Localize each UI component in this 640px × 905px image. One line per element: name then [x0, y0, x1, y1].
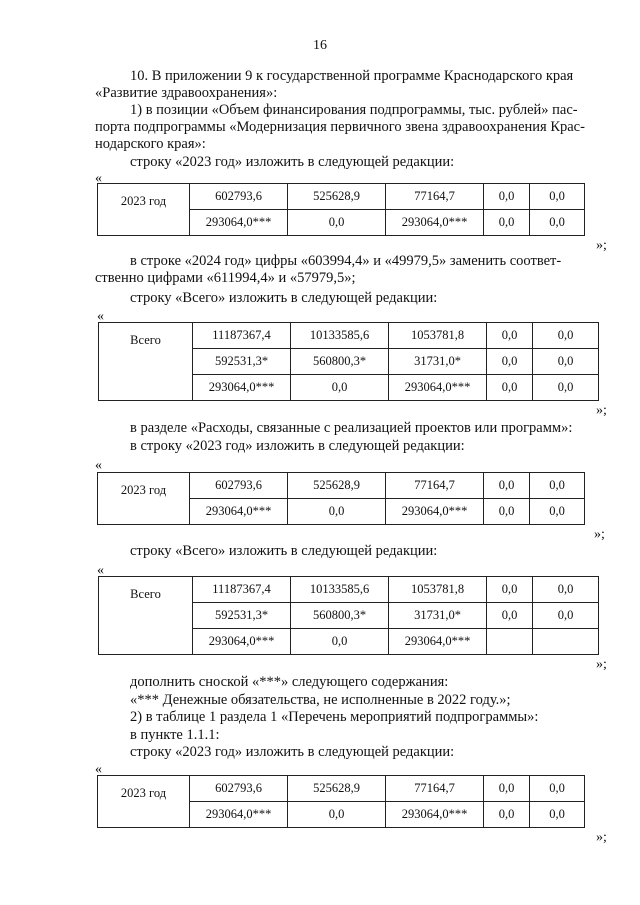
table-cell: 0,0	[487, 349, 533, 375]
table-cell: 293064,0***	[193, 629, 291, 655]
table-cell: 602793,6	[190, 473, 288, 499]
close-quote: »;	[594, 527, 605, 542]
table-cell: 1053781,8	[389, 323, 487, 349]
table-cell: 77164,7	[386, 776, 484, 802]
paragraph-text: нодарского края»:	[95, 136, 206, 152]
table-cell	[533, 629, 599, 655]
close-quote: »;	[596, 830, 607, 845]
table-cell: 0,0	[291, 375, 389, 401]
table-cell: 0,0	[487, 323, 533, 349]
table-cell: 0,0	[530, 802, 585, 828]
table-cell: 0,0	[484, 210, 530, 236]
table-cell: 0,0	[484, 499, 530, 525]
open-quote: «	[97, 563, 104, 578]
table-cell: 293064,0***	[386, 499, 484, 525]
table-cell: 0,0	[484, 184, 530, 210]
row-label: 2023 год	[98, 776, 190, 828]
table-row	[98, 184, 585, 210]
table-cell: 525628,9	[288, 776, 386, 802]
table-row	[99, 323, 599, 349]
paragraph-text: «*** Денежные обязательства, не исполненные в 2022 году.»;	[130, 692, 511, 708]
table-cell: 293064,0***	[193, 375, 291, 401]
table-cell: 0,0	[533, 603, 599, 629]
table-2023-a	[97, 183, 585, 236]
table-cell: 0,0	[530, 499, 585, 525]
table-cell: 0,0	[530, 184, 585, 210]
table-cell: 11187367,4	[193, 323, 291, 349]
table-cell: 293064,0***	[386, 210, 484, 236]
table-cell: 77164,7	[386, 184, 484, 210]
table-cell: 0,0	[530, 473, 585, 499]
table-cell: 525628,9	[288, 473, 386, 499]
table-cell: 293064,0***	[190, 499, 288, 525]
paragraph-text: строку «Всего» изложить в следующей редакции:	[130, 290, 438, 306]
page-number: 16	[313, 38, 327, 53]
table-2023-c	[97, 775, 585, 828]
table-cell: 592531,3*	[193, 603, 291, 629]
table-cell: 0,0	[288, 802, 386, 828]
paragraph-text: 1) в позиции «Объем финансирования подпрограммы, тыс. рублей» пас-	[130, 102, 578, 118]
paragraph-text: порта подпрограммы «Модернизация первичного звена здравоохранения Крас-	[95, 119, 585, 135]
table-cell: 1053781,8	[389, 577, 487, 603]
table-row	[99, 577, 599, 603]
table-cell: 602793,6	[190, 184, 288, 210]
row-label: 2023 год	[98, 184, 190, 236]
table-cell: 0,0	[288, 499, 386, 525]
table-cell: 10133585,6	[291, 577, 389, 603]
table-cell: 293064,0***	[190, 210, 288, 236]
paragraph-text: 2) в таблице 1 раздела 1 «Перечень мероприятий подпрограммы»:	[130, 709, 539, 725]
paragraph-text: ственно цифрами «611994,4» и «57979,5»;	[95, 270, 356, 286]
table-cell: 602793,6	[190, 776, 288, 802]
table-cell: 293064,0***	[386, 802, 484, 828]
table-cell: 293064,0***	[389, 375, 487, 401]
table-cell: 293064,0***	[190, 802, 288, 828]
row-label: Всего	[99, 577, 193, 655]
open-quote: «	[95, 171, 102, 186]
paragraph-text: 10. В приложении 9 к государственной программе Краснодарского края	[130, 68, 574, 84]
close-quote: »;	[596, 238, 607, 253]
paragraph-text: в пункте 1.1.1:	[130, 727, 220, 743]
table-cell: 0,0	[288, 210, 386, 236]
paragraph-text: строку «2023 год» изложить в следующей редакции:	[130, 154, 455, 170]
table-total-b	[98, 576, 599, 655]
paragraph-text: строку «Всего» изложить в следующей редакции:	[130, 543, 438, 559]
close-quote: »;	[596, 657, 607, 672]
close-quote: »;	[596, 403, 607, 418]
paragraph-text: в разделе «Расходы, связанные с реализацией проектов или программ»:	[130, 420, 573, 436]
table-cell: 0,0	[533, 349, 599, 375]
table-cell: 0,0	[533, 375, 599, 401]
table-cell: 525628,9	[288, 184, 386, 210]
paragraph-text: в строке «2024 год» цифры «603994,4» и «49979,5» заменить соответ-	[130, 253, 562, 269]
row-label: Всего	[99, 323, 193, 401]
table-cell: 560800,3*	[291, 603, 389, 629]
table-cell: 560800,3*	[291, 349, 389, 375]
paragraph-text: «Развитие здравоохранения»:	[95, 85, 278, 101]
table-cell: 31731,0*	[389, 603, 487, 629]
table-cell: 293064,0***	[389, 629, 487, 655]
table-row	[98, 776, 585, 802]
paragraph-text: в строку «2023 год» изложить в следующей редакции:	[130, 438, 465, 454]
table-cell: 0,0	[487, 577, 533, 603]
table-cell: 0,0	[484, 473, 530, 499]
table-cell: 77164,7	[386, 473, 484, 499]
table-cell: 0,0	[530, 210, 585, 236]
table-total-a	[98, 322, 599, 401]
table-cell: 0,0	[487, 375, 533, 401]
open-quote: «	[95, 458, 102, 473]
row-label: 2023 год	[98, 473, 190, 525]
table-cell: 11187367,4	[193, 577, 291, 603]
table-cell: 0,0	[533, 323, 599, 349]
open-quote: «	[97, 309, 104, 324]
table-cell	[487, 629, 533, 655]
table-2023-b	[97, 472, 585, 525]
table-cell: 10133585,6	[291, 323, 389, 349]
table-cell: 31731,0*	[389, 349, 487, 375]
table-cell: 0,0	[291, 629, 389, 655]
table-cell: 592531,3*	[193, 349, 291, 375]
table-cell: 0,0	[533, 577, 599, 603]
table-cell: 0,0	[484, 802, 530, 828]
table-cell: 0,0	[487, 603, 533, 629]
table-row	[98, 473, 585, 499]
open-quote: «	[95, 762, 102, 777]
paragraph-text: строку «2023 год» изложить в следующей редакции:	[130, 744, 455, 760]
table-cell: 0,0	[484, 776, 530, 802]
table-cell: 0,0	[530, 776, 585, 802]
paragraph-text: дополнить сноской «***» следующего содержания:	[130, 674, 449, 690]
